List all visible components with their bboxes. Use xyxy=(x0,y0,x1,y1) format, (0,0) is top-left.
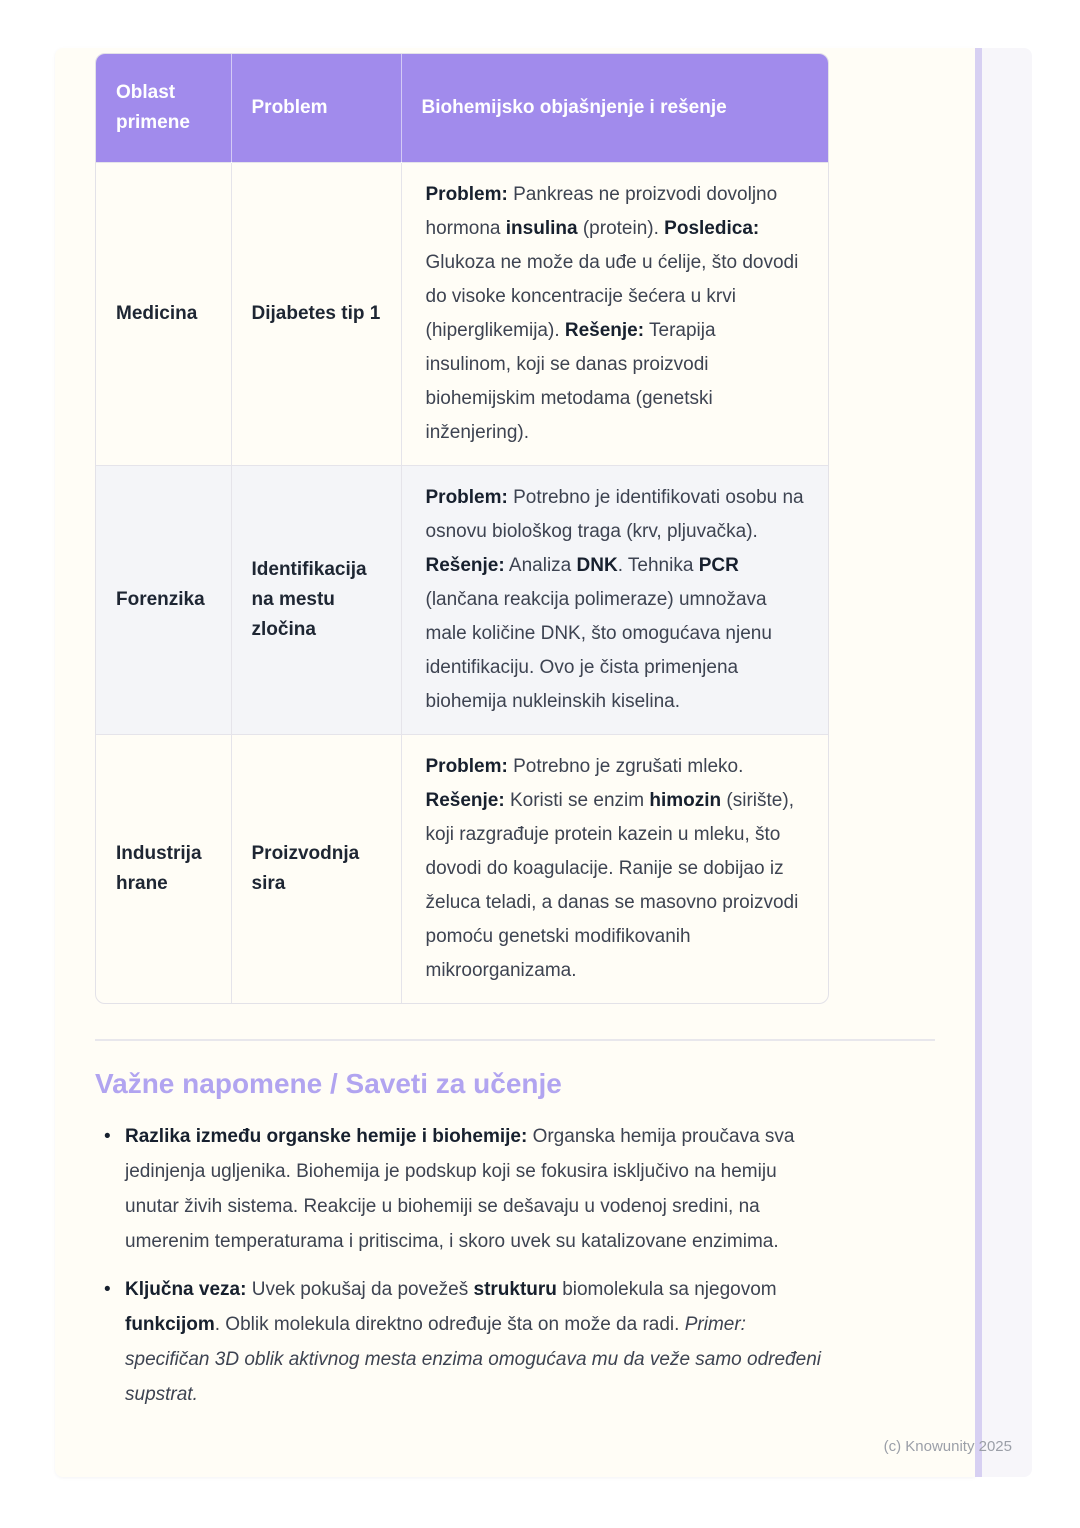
explanation-cell: Problem: Potrebno je zgrušati mleko. Rešenje: Koristi se enzim himozin (sirište), koji razgrađuje protein kazein u mleku, što dovodi do koagulacije. Ranije se dobijao iz želuca teladi, a danas se masovno proizvodi pomoću genetski modifikovanih mikroorganizama. xyxy=(401,734,828,1003)
area-cell: Forenzika xyxy=(96,465,231,734)
table-row-medicina xyxy=(96,162,828,465)
explanation-cell: Problem: Pankreas ne proizvodi dovoljno hormona insulina (protein). Posledica: Glukoza ne može da uđe u ćelije, što dovodi do visoke koncentracije šećera u krvi (hiperglikemija). Rešenje: Terapija insulinom, koji se danas proizvodi biohemijskim metodama (genetski inženjering). xyxy=(401,162,828,465)
area-cell: Industrija hrane xyxy=(96,734,231,1003)
table-header-row xyxy=(96,54,828,162)
next-page-preview xyxy=(982,48,1032,1477)
page-edge-accent xyxy=(975,48,982,1477)
column-header-problem: Problem xyxy=(231,54,401,162)
problem-cell: Proizvodnja sira xyxy=(231,734,401,1003)
table-row-industrija-hrane xyxy=(96,734,828,1003)
column-header-oblast-primene: Oblast primene xyxy=(96,54,231,162)
document-page xyxy=(55,48,975,1477)
problem-cell: Dijabetes tip 1 xyxy=(231,162,401,465)
table-row-forenzika xyxy=(96,465,828,734)
applications-table-grid xyxy=(96,54,828,1003)
section-title: Važne napomene / Saveti za učenje xyxy=(95,1067,562,1099)
page-content xyxy=(55,48,975,1412)
column-header-objasnjenje: Biohemijsko objašnjenje i rešenje xyxy=(401,54,828,162)
section-divider xyxy=(95,1039,935,1041)
explanation-cell: Problem: Potrebno je identifikovati osobu na osnovu biološkog traga (krv, pljuvačka). Rešenje: Analiza DNK. Tehnika PCR (lančana reakcija polimeraze) umnožava male količine DNK, što omogućava njenu identifikaciju. Ovo je čista primenjena biohemija nukleinskih kiselina. xyxy=(401,465,828,734)
copyright-text: (c) Knowunity 2025 xyxy=(883,1438,1012,1455)
applications-table xyxy=(95,53,829,1004)
study-tips-list xyxy=(95,1119,835,1412)
list-item-kljucna-veza: • Ključna veza: Uvek pokušaj da povežeš strukturu biomolekula sa njegovom funkcijom. Oblik molekula direktno određuje šta on može da radi. Primer: specifičan 3D oblik aktivnog mesta enzima omogućava mu da veže samo određeni supstrat. xyxy=(95,1272,835,1412)
area-cell: Medicina xyxy=(96,162,231,465)
problem-cell: Identifikacija na mestu zločina xyxy=(231,465,401,734)
list-item-razlika: • Razlika između organske hemije i biohemije: Organska hemija proučava sva jedinjenja ugljenika. Biohemija je podskup koji se fokusira isključivo na hemiju unutar živih sistema. Reakcije u biohemiji se dešavaju u vodenoj sredini, na umerenim temperaturama i pritiscima, i skoro uvek su katalizovane enzimima. xyxy=(95,1119,835,1259)
